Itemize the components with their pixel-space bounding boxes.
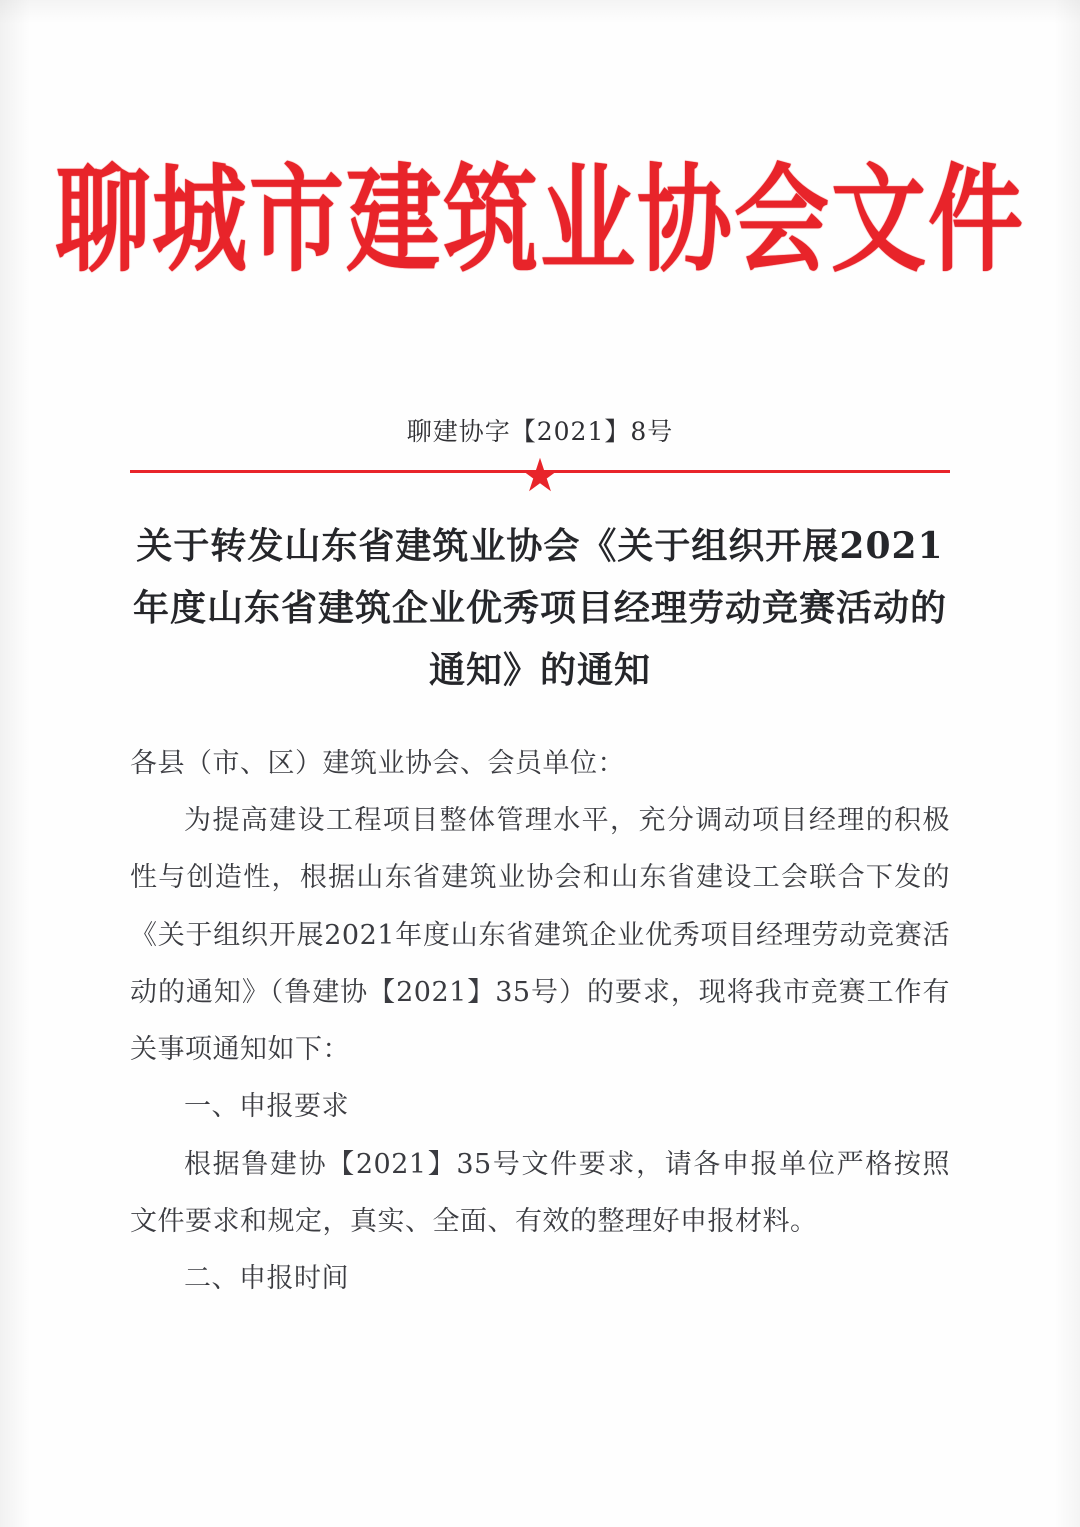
document-body	[130, 735, 950, 1307]
masthead	[0, 152, 1080, 289]
masthead-title: 聊城市建筑业协会文件	[54, 152, 1025, 289]
document-title: 关于转发山东省建筑业协会《关于组织开展2021年度山东省建筑企业优秀项目经理劳动竞赛活动的通知》的通知	[132, 525, 947, 691]
body-paragraph-2: 根据鲁建协【2021】35号文件要求，请各申报单位严格按照文件要求和规定，真实、全面、有效的整理好申报材料。	[130, 1148, 950, 1237]
red-star-icon: ★	[519, 448, 561, 502]
body-section-heading-2: 二、申报时间	[184, 1263, 349, 1295]
document-number: 聊建协字【2021】8号	[406, 417, 674, 446]
salutation: 各县（市、区）建筑业协会、会员单位：	[130, 748, 625, 779]
body-section-heading-1: 一、申报要求	[184, 1091, 349, 1123]
red-separator-rule	[130, 448, 950, 502]
body-paragraph-1: 为提高建设工程项目整体管理水平，充分调动项目经理的积极性与创造性，根据山东省建筑业协会和山东省建设工会联合下发的《关于组织开展2021年度山东省建筑企业优秀项目经理劳动竞赛活动的通知》（鲁建协【2021】35号）的要求，现将我市竞赛工作有关事项通知如下：	[130, 805, 950, 1066]
page-edge-shading-top	[0, 0, 1080, 24]
